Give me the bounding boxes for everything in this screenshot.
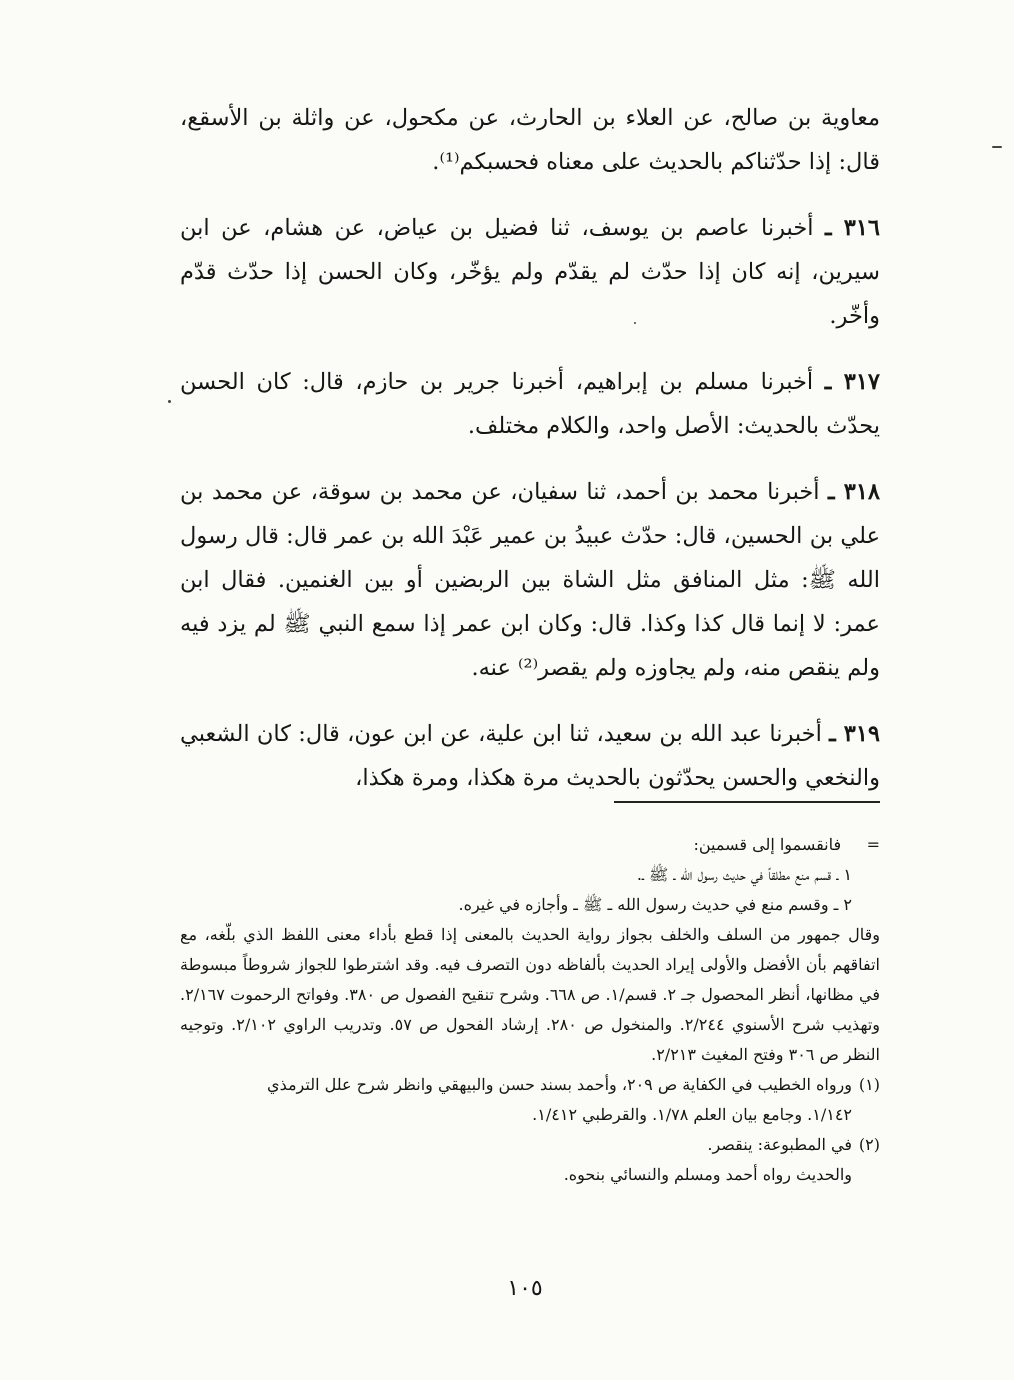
footnote-line: ١/١٤٢. وجامع بيان العلم ١/٧٨. والقرطبي ١/٤١٢.	[532, 1105, 852, 1124]
hadith-317	[180, 360, 880, 448]
notes-item-2: ٢ ـ وقسم منع في حديث رسول الله ـ ﷺ ـ وأجازه في غيره.	[458, 895, 852, 914]
paragraph-text: أخبرنا عاصم بن يوسف، ثنا فضيل بن عياض، عن هشام، عن ابن سيرين، إنه كان إذا حدّث لم يقدّم ولم يؤخّر، وكان الحسن إذا حدّث قدّم وأخّر.	[180, 215, 880, 329]
footnote-continuation	[180, 830, 880, 860]
paragraph-continued	[180, 96, 880, 184]
paragraph-text: أخبرنا مسلم بن إبراهيم، أخبرنا جرير بن حازم، قال: كان الحسن يحدّث بالحديث: الأصل واحد، والكلام مختلف.	[180, 369, 880, 439]
hadith-318	[180, 470, 880, 690]
hadith-number: ٣١٧ ـ	[824, 369, 880, 395]
hadith-316	[180, 206, 880, 338]
footnote-separator	[614, 801, 880, 803]
hadith-319	[180, 712, 880, 800]
footnote-1	[180, 1070, 880, 1130]
page-number: ١٠٥	[507, 1276, 543, 1301]
paragraph-text: أخبرنا عبد الله بن سعيد، ثنا ابن علية، عن ابن عون، قال: كان الشعبي والنخعي والحسن يحدّثون بالحديث مرة هكذا، ومرة هكذا،	[180, 721, 880, 791]
footnote-line: ورواه الخطيب في الكفاية ص ٢٠٩، وأحمد بسند حسن والبيهقي وانظر شرح علل الترمذي	[267, 1075, 852, 1094]
notes-body: وقال جمهور من السلف والخلف بجواز رواية الحديث بالمعنى إذا قطع بأداء معنى اللفظ الذي بلّغه، مع اتفاقهم بأن الأفضل والأولى إيراد الحديث بألفاظه دون التصرف فيه. وقد اشترطوا للجواز شروطاً مبسوطة في مظانها، أنظر المحصول جـ ٢. قسم/١. ص ٦٦٨. وشرح تنقيح الفصول ص ٣٨٠. وفواتح الرحموت ٢/١٦٧. وتهذيب شرح الأسنوي ٢/٢٤٤. والمنخول ص ٢٨٠. إرشاد الفحول ص ٥٧. وتدريب الراوي ٢/١٠٢. وتوجيه النظر ص ٣٠٦ وفتح المغيث ٢/٢١٣.	[180, 925, 880, 1064]
footnote-mark: (٢)	[858, 1135, 880, 1154]
hadith-number: ٣١٨ ـ	[828, 479, 880, 505]
footnote-mark: (١)	[858, 1075, 880, 1094]
notes-item-1: ١ ـ قسم منع مطلقاً في حديث رسول الله ـ ﷺ ـ.	[636, 865, 852, 884]
footnote-line: في المطبوعة: ينقصر.	[707, 1135, 852, 1154]
footnotes	[180, 830, 880, 1190]
main-text	[180, 96, 880, 822]
paragraph-text: معاوية بن صالح، عن العلاء بن الحارث، عن مكحول، عن واثلة بن الأسقع، قال: إذا حدّثناكم بالحديث على معناه فحسبكم⁽¹⁾.	[180, 105, 880, 175]
scan-speck	[992, 146, 1002, 148]
notes-intro: فانقسموا إلى قسمين:	[693, 835, 842, 854]
footnote-line: والحديث رواه أحمد ومسلم والنسائي بنحوه.	[563, 1165, 852, 1184]
scan-speck	[168, 400, 171, 403]
hadith-number: ٣١٩ ـ	[829, 721, 880, 747]
continuation-mark: =	[866, 835, 880, 854]
paragraph-text: أخبرنا محمد بن أحمد، ثنا سفيان، عن محمد بن سوقة، عن محمد بن علي بن الحسين، قال: حدّث عبيدُ بن عمير عَبْدَ الله بن عمر قال: قال رسول الله ﷺ: مثل المنافق مثل الشاة بين الربضين أو بين الغنمين. فقال ابن عمر: لا إنما قال كذا وكذا. قال: وكان ابن عمر إذا سمع النبي ﷺ لم يزد فيه ولم ينقص منه، ولم يجاوزه ولم يقصر⁽²⁾ عنه.	[180, 479, 880, 681]
footnote-2	[180, 1130, 880, 1190]
scan-speck	[634, 322, 636, 324]
hadith-number: ٣١٦ ـ	[824, 215, 880, 241]
